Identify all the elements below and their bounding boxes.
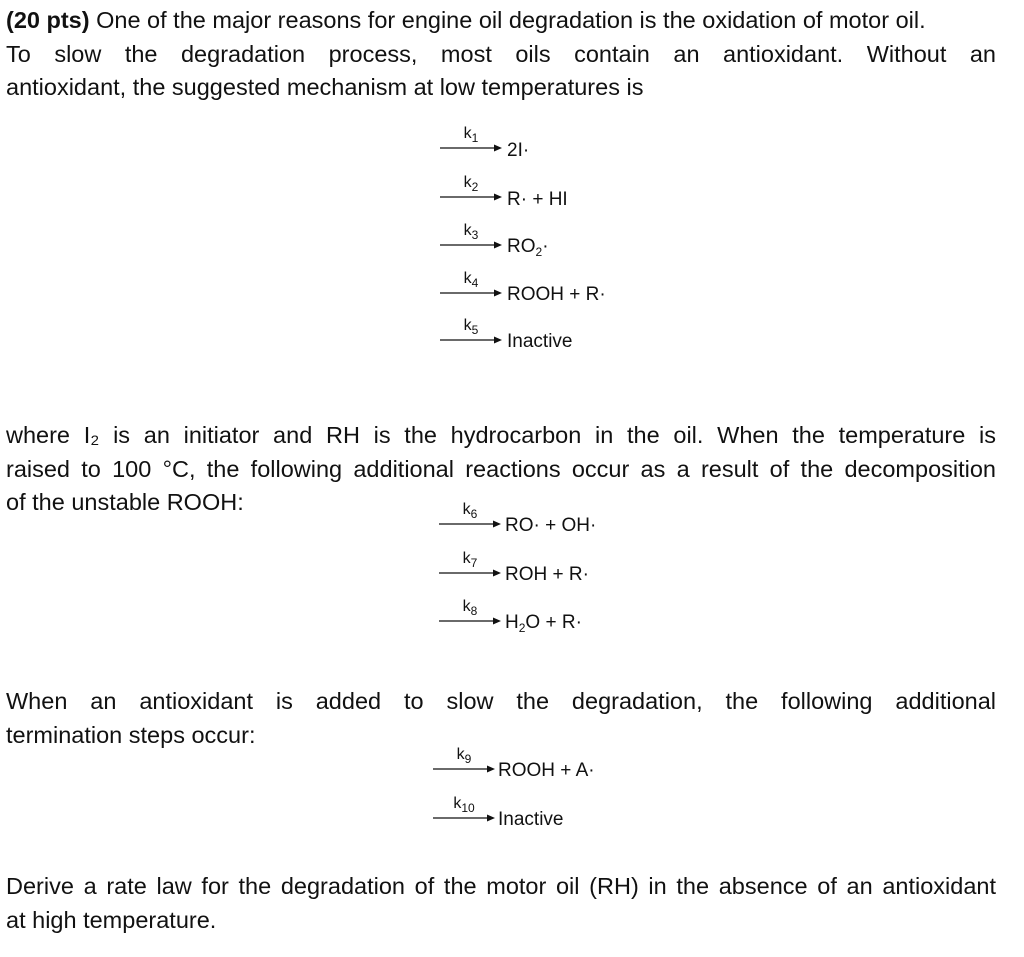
rate-constant-symbol: k — [453, 795, 462, 812]
reaction-rhs — [507, 331, 572, 353]
intro-line-1: (20 pts) One of the major reasons for engine oil degradation is the oxidation of motor oil. — [6, 7, 926, 33]
rate-constant-subscript: 2 — [471, 180, 479, 194]
rate-constant-symbol: k — [463, 174, 472, 191]
reaction-rhs — [498, 760, 595, 782]
reaction-arrow — [439, 599, 501, 629]
intro-line-3: antioxidant, the suggested mechanism at low temperatures is — [6, 74, 644, 100]
reaction-rhs — [505, 612, 582, 634]
middle-paragraph — [6, 419, 996, 520]
reaction-rhs — [505, 515, 596, 537]
formula-text: ROOH + A· — [498, 760, 595, 781]
arrow-icon — [440, 175, 502, 205]
middle-line-2: raised to 100 °C, the following additional reactions occur as a result of the decomposition — [6, 455, 996, 482]
arrow-icon — [440, 223, 502, 253]
arrow-icon — [439, 599, 501, 629]
rate-constant-subscript: 9 — [464, 752, 472, 766]
reaction-arrow — [440, 318, 502, 348]
question-line-1: Derive a rate law for the degradation of the motor oil (RH) in the absence of an antioxidant — [6, 873, 996, 899]
rate-constant-symbol: k — [463, 270, 472, 287]
rate-constant-symbol: k — [463, 125, 472, 142]
reaction-arrow — [433, 796, 495, 826]
rate-constant-subscript: 7 — [470, 556, 478, 570]
rate-constant-symbol: k — [462, 550, 471, 567]
intro-line-2: To slow the degradation process, most oils contain an antioxidant. Without an — [6, 40, 996, 67]
middle-line-1: where I₂ is an initiator and RH is the hydrocarbon in the oil. When the temperature is — [6, 422, 996, 448]
arrow-icon — [440, 271, 502, 301]
rate-constant-symbol: k — [456, 746, 465, 763]
arrow-icon — [433, 747, 495, 777]
rate-constant-symbol: k — [462, 598, 471, 615]
rate-constant-symbol: k — [463, 317, 472, 334]
reaction-arrow — [439, 551, 501, 581]
rate-constant-symbol: k — [463, 222, 472, 239]
points-label: (20 pts) — [6, 7, 90, 33]
formula-text: ROH + R· — [505, 564, 589, 585]
rate-constant-subscript: 8 — [470, 604, 478, 618]
formula-text: RO — [507, 236, 536, 257]
reaction-rhs — [507, 236, 549, 258]
rate-constant-subscript: 4 — [471, 276, 479, 290]
reaction-arrow — [440, 126, 502, 156]
arrow-icon — [439, 551, 501, 581]
rate-constant-subscript: 5 — [471, 323, 479, 337]
rate-constant-subscript: 10 — [461, 801, 475, 815]
rate-constant-subscript: 1 — [471, 131, 479, 145]
rate-constant-subscript: 3 — [471, 228, 479, 242]
formula-text: Inactive — [507, 331, 573, 352]
reaction-arrow — [440, 271, 502, 301]
question-line-2: at high temperature. — [6, 906, 217, 933]
arrow-icon — [440, 318, 502, 348]
formula-text: · — [542, 236, 549, 257]
reaction-rhs — [505, 564, 589, 586]
intro-paragraph — [6, 4, 996, 105]
rate-constant-subscript: 6 — [470, 507, 478, 521]
rate-constant-symbol: k — [462, 501, 471, 518]
formula-text: R· + HI — [507, 189, 568, 210]
reaction-arrow — [433, 747, 495, 777]
reaction-arrow — [439, 502, 501, 532]
subscript: 2 — [518, 621, 526, 635]
reaction-rhs — [507, 140, 529, 162]
middle-line-3: of the unstable ROOH: — [6, 489, 244, 515]
arrow-icon — [439, 502, 501, 532]
formula-text: ROOH + R· — [507, 284, 606, 305]
reaction-rhs — [507, 284, 606, 306]
formula-text: Inactive — [498, 809, 564, 830]
antioxidant-paragraph — [6, 685, 996, 752]
antioxidant-line-2: termination steps occur: — [6, 721, 256, 748]
formula-text: H — [505, 612, 519, 633]
question-paragraph — [6, 870, 996, 937]
reaction-rhs — [498, 809, 563, 831]
antioxidant-line-1: When an antioxidant is added to slow the degradation, the following additional — [6, 688, 996, 714]
arrow-icon — [440, 126, 502, 156]
formula-text: 2I· — [507, 140, 530, 161]
reaction-arrow — [440, 175, 502, 205]
reaction-rhs — [507, 189, 568, 211]
subscript: 2 — [535, 245, 543, 259]
arrow-icon — [433, 796, 495, 826]
reaction-arrow — [440, 223, 502, 253]
formula-text: RO· + OH· — [505, 515, 597, 536]
formula-text: O + R· — [525, 612, 582, 633]
